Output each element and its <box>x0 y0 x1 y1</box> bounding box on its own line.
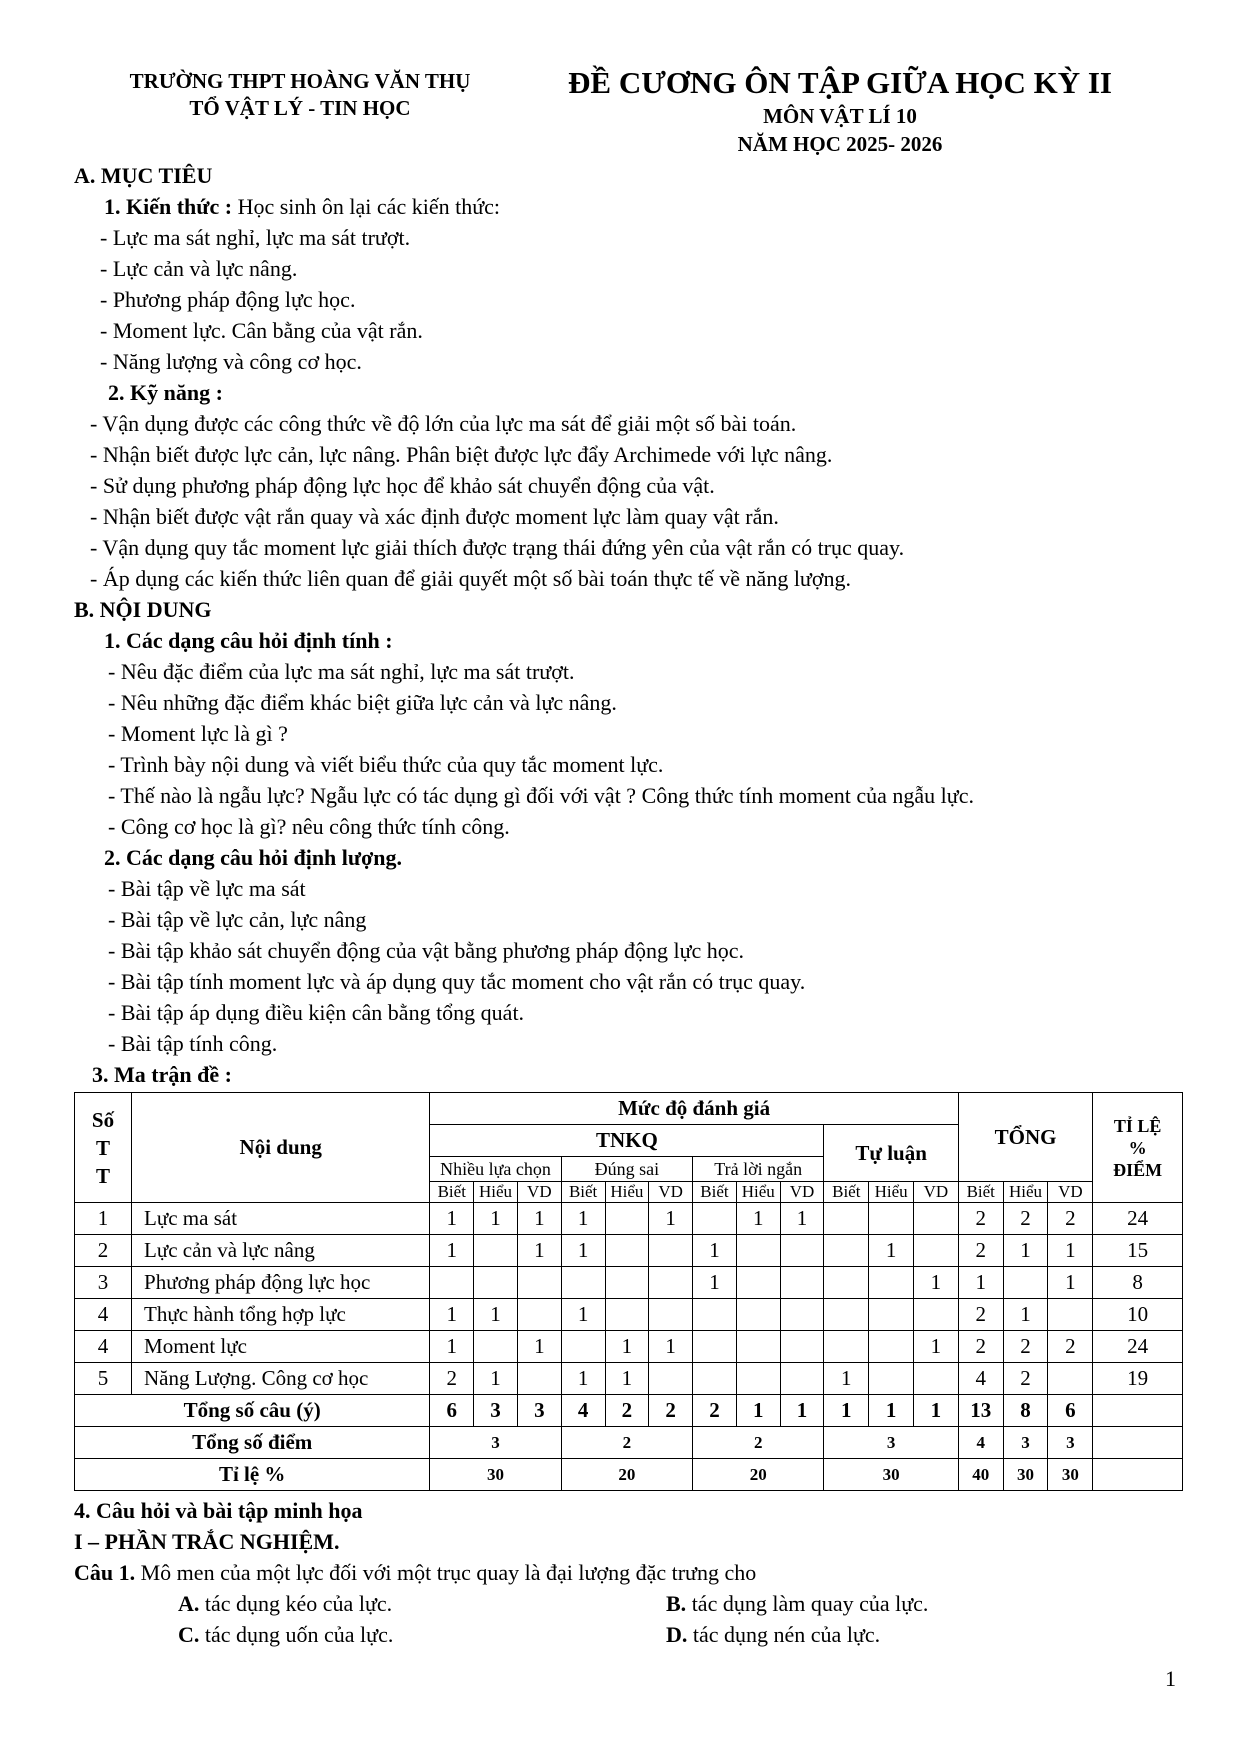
header-short-answer: Trả lời ngắn <box>693 1157 824 1182</box>
row-cell: 1 <box>561 1299 605 1331</box>
knowledge-line <box>74 191 1184 222</box>
row-percent: 24 <box>1093 1203 1183 1235</box>
total-cell: 1 <box>914 1395 959 1427</box>
qualitative-list <box>74 656 1184 842</box>
row-cell: 1 <box>517 1331 561 1363</box>
row-cell <box>649 1299 693 1331</box>
total-cell: 2 <box>605 1395 649 1427</box>
row-cell <box>693 1363 737 1395</box>
row-cell <box>780 1235 824 1267</box>
row-cell: 1 <box>780 1203 824 1235</box>
header-level-cell: Biết <box>824 1182 869 1203</box>
question-text: Mô men của một lực đối với một trục quay là đại lượng đặc trưng cho <box>135 1560 757 1585</box>
points-t2: 3 <box>1003 1427 1048 1459</box>
header-tile: TỈ LỆ % ĐIỂM <box>1093 1093 1183 1203</box>
row-cell: 1 <box>561 1363 605 1395</box>
row-cell <box>914 1203 959 1235</box>
total-cell: 3 <box>474 1395 518 1427</box>
ratio-short: 20 <box>693 1459 824 1491</box>
row-content: Lực ma sát <box>132 1203 430 1235</box>
row-cell <box>914 1299 959 1331</box>
list-item: - Vận dụng được các công thức về độ lớn của lực ma sát để giải một số bài toán. <box>90 411 797 436</box>
row-cell: 1 <box>1048 1235 1093 1267</box>
table-row <box>75 1299 1183 1331</box>
list-item: - Nêu những đặc điểm khác biệt giữa lực cản và lực nâng. <box>108 690 617 715</box>
row-cell <box>517 1267 561 1299</box>
row-cell <box>517 1363 561 1395</box>
row-cell <box>1048 1363 1093 1395</box>
table-row <box>75 1331 1183 1363</box>
row-cell: 1 <box>517 1203 561 1235</box>
row-cell: 2 <box>1003 1203 1048 1235</box>
document-title: ĐỀ CƯƠNG ÔN TẬP GIỮA HỌC KỲ II <box>568 65 1112 100</box>
row-cell <box>869 1299 914 1331</box>
option-b: B. tác dụng làm quay của lực. <box>666 1591 929 1616</box>
points-mcq: 3 <box>430 1427 561 1459</box>
row-cell <box>693 1299 737 1331</box>
row-cell: 2 <box>1003 1363 1048 1395</box>
row-cell <box>693 1331 737 1363</box>
page-number: 1 <box>1165 1666 1176 1691</box>
row-percent: 19 <box>1093 1363 1183 1395</box>
row-stt: 5 <box>75 1363 132 1395</box>
table-row <box>75 1235 1183 1267</box>
row-cell: 1 <box>474 1299 518 1331</box>
row-stt: 2 <box>75 1235 132 1267</box>
quantitative-label: 2. Các dạng câu hỏi định lượng. <box>104 845 403 870</box>
ratio-essay: 30 <box>824 1459 958 1491</box>
row-cell <box>561 1331 605 1363</box>
row-cell <box>824 1267 869 1299</box>
header-mcq: Nhiều lựa chọn <box>430 1157 561 1182</box>
header-tong: TỔNG <box>958 1093 1092 1182</box>
points-t3: 3 <box>1048 1427 1093 1459</box>
list-item: - Nhận biết được lực cản, lực nâng. Phân biệt được lực đẩy Archimede với lực nâng. <box>90 442 833 467</box>
row-percent: 15 <box>1093 1235 1183 1267</box>
row-cell <box>561 1267 605 1299</box>
row-cell: 1 <box>561 1235 605 1267</box>
row-cell <box>605 1235 649 1267</box>
ratio-empty <box>1093 1459 1183 1491</box>
list-item: - Bài tập tính moment lực và áp dụng quy tắc moment cho vật rắn có trục quay. <box>108 969 806 994</box>
header-level-cell: Biết <box>693 1182 737 1203</box>
row-cell <box>914 1363 959 1395</box>
points-t1: 4 <box>958 1427 1003 1459</box>
row-cell <box>780 1299 824 1331</box>
header-stt: Số T T <box>75 1093 132 1203</box>
total-cell: 6 <box>430 1395 474 1427</box>
row-cell: 1 <box>605 1331 649 1363</box>
header-level-cell: VD <box>649 1182 693 1203</box>
row-cell <box>780 1331 824 1363</box>
row-cell: 1 <box>605 1363 649 1395</box>
ratio-t1: 40 <box>958 1459 1003 1491</box>
header-level-cell: Hiểu <box>1003 1182 1048 1203</box>
points-essay: 3 <box>824 1427 958 1459</box>
row-stt: 4 <box>75 1331 132 1363</box>
list-item: - Công cơ học là gì? nêu công thức tính công. <box>108 814 510 839</box>
row-cell <box>605 1203 649 1235</box>
row-cell <box>869 1331 914 1363</box>
row-cell: 2 <box>430 1363 474 1395</box>
row-cell <box>605 1267 649 1299</box>
section-a-heading: A. MỤC TIÊU <box>74 163 213 188</box>
points-empty <box>1093 1427 1183 1459</box>
list-item: - Áp dụng các kiến thức liên quan để giải quyết một số bài toán thực tế về năng lượng. <box>90 566 851 591</box>
list-item: - Bài tập áp dụng điều kiện cân bằng tổng quát. <box>108 1000 525 1025</box>
section-b-heading: B. NỘI DUNG <box>74 597 212 622</box>
qualitative-label: 1. Các dạng câu hỏi định tính : <box>104 628 393 653</box>
header-content: Nội dung <box>132 1093 430 1203</box>
header-level-cell: VD <box>914 1182 959 1203</box>
row-cell <box>824 1331 869 1363</box>
skills-label: 2. Kỹ năng : <box>108 380 223 405</box>
options-row <box>74 1619 1184 1650</box>
row-cell <box>824 1299 869 1331</box>
total-cell: 1 <box>736 1395 780 1427</box>
header-level: Mức độ đánh giá <box>430 1093 958 1125</box>
total-cell: 2 <box>693 1395 737 1427</box>
row-cell: 1 <box>914 1267 959 1299</box>
list-item: - Lực ma sát nghỉ, lực ma sát trượt. <box>100 225 411 250</box>
row-cell: 2 <box>958 1235 1003 1267</box>
row-percent: 10 <box>1093 1299 1183 1331</box>
row-stt: 4 <box>75 1299 132 1331</box>
row-cell <box>869 1203 914 1235</box>
header-level-cell: Hiểu <box>605 1182 649 1203</box>
total-cell: 1 <box>869 1395 914 1427</box>
total-cell: 1 <box>780 1395 824 1427</box>
header-level-cell: VD <box>1048 1182 1093 1203</box>
total-cell: 3 <box>517 1395 561 1427</box>
row-cell <box>1003 1267 1048 1299</box>
table-row <box>75 1203 1183 1235</box>
option-d: D. tác dụng nén của lực. <box>666 1622 881 1647</box>
row-cell: 2 <box>958 1331 1003 1363</box>
list-item: - Vận dụng quy tắc moment lực giải thích được trạng thái đứng yên của vật rắn có trục quay. <box>90 535 905 560</box>
header-true-false: Đúng sai <box>561 1157 692 1182</box>
row-cell: 1 <box>824 1363 869 1395</box>
school-year: NĂM HỌC 2025- 2026 <box>737 132 943 156</box>
total-cell: 8 <box>1003 1395 1048 1427</box>
row-cell: 1 <box>517 1235 561 1267</box>
row-cell: 1 <box>693 1267 737 1299</box>
title-block <box>520 64 1160 158</box>
list-item: - Bài tập khảo sát chuyển động của vật bằng phương pháp động lực học. <box>108 938 745 963</box>
quantitative-list <box>74 873 1184 1059</box>
questions-heading: 4. Câu hỏi và bài tập minh họa <box>74 1498 363 1523</box>
header-level-cell: Hiểu <box>869 1182 914 1203</box>
row-cell <box>649 1235 693 1267</box>
row-cell <box>914 1235 959 1267</box>
school-name: TRƯỜNG THPT HOÀNG VĂN THỤ <box>129 69 471 93</box>
row-cell <box>824 1235 869 1267</box>
row-cell: 1 <box>736 1203 780 1235</box>
knowledge-label: 1. Kiến thức : <box>104 194 233 219</box>
row-cell <box>736 1235 780 1267</box>
question-number: Câu 1. <box>74 1560 136 1585</box>
row-stt: 1 <box>75 1203 132 1235</box>
table-row <box>75 1267 1183 1299</box>
row-percent: 24 <box>1093 1331 1183 1363</box>
row-cell <box>474 1235 518 1267</box>
list-item: - Bài tập về lực cản, lực nâng <box>108 907 367 932</box>
row-cell <box>605 1299 649 1331</box>
row-cell <box>1048 1299 1093 1331</box>
row-cell <box>430 1267 474 1299</box>
row-cell <box>736 1299 780 1331</box>
row-cell: 1 <box>958 1267 1003 1299</box>
row-cell: 4 <box>958 1363 1003 1395</box>
header-tnkq: TNKQ <box>430 1125 824 1157</box>
total-cell: 13 <box>958 1395 1003 1427</box>
total-cell: 6 <box>1048 1395 1093 1427</box>
row-cell <box>517 1299 561 1331</box>
total-cell-empty <box>1093 1395 1183 1427</box>
matrix-label: 3. Ma trận đề : <box>92 1062 232 1087</box>
row-cell: 1 <box>1048 1267 1093 1299</box>
row-percent: 8 <box>1093 1267 1183 1299</box>
row-cell: 2 <box>1048 1331 1093 1363</box>
list-item: - Lực cản và lực nâng. <box>100 256 298 281</box>
header-level-cell: Hiểu <box>736 1182 780 1203</box>
option-a: A. tác dụng kéo của lực. <box>178 1591 393 1616</box>
row-cell <box>780 1363 824 1395</box>
option-c: C. tác dụng uốn của lực. <box>178 1622 394 1647</box>
header-level-cell: Biết <box>958 1182 1003 1203</box>
row-cell: 1 <box>914 1331 959 1363</box>
list-item: - Bài tập tính công. <box>108 1031 278 1056</box>
header-level-cell: Biết <box>430 1182 474 1203</box>
row-cell: 1 <box>430 1331 474 1363</box>
row-cell: 2 <box>958 1203 1003 1235</box>
row-cell: 1 <box>649 1331 693 1363</box>
options-row <box>74 1588 1184 1619</box>
header-level-cell: Biết <box>561 1182 605 1203</box>
department-name: TỔ VẬT LÝ - TIN HỌC <box>189 96 411 120</box>
subject-line: MÔN VẬT LÍ 10 <box>763 104 917 128</box>
total-points-label: Tổng số điểm <box>75 1427 430 1459</box>
header-level-cell: Hiểu <box>474 1182 518 1203</box>
row-cell: 1 <box>430 1203 474 1235</box>
row-cell <box>736 1267 780 1299</box>
list-item: - Trình bày nội dung và viết biểu thức của quy tắc moment lực. <box>108 752 664 777</box>
list-item: - Phương pháp động lực học. <box>100 287 356 312</box>
header-tuluan: Tự luận <box>824 1125 958 1182</box>
row-cell: 2 <box>958 1299 1003 1331</box>
total-cell: 4 <box>561 1395 605 1427</box>
row-cell <box>824 1203 869 1235</box>
row-cell: 1 <box>869 1235 914 1267</box>
ratio-t3: 30 <box>1048 1459 1093 1491</box>
row-cell: 1 <box>1003 1299 1048 1331</box>
row-cell: 2 <box>1048 1203 1093 1235</box>
row-cell <box>649 1267 693 1299</box>
row-cell: 1 <box>561 1203 605 1235</box>
row-content: Thực hành tổng hợp lực <box>132 1299 430 1331</box>
row-cell <box>474 1331 518 1363</box>
row-cell <box>736 1331 780 1363</box>
list-item: - Nêu đặc điểm của lực ma sát nghỉ, lực ma sát trượt. <box>108 659 575 684</box>
total-cell: 2 <box>649 1395 693 1427</box>
row-content: Moment lực <box>132 1331 430 1363</box>
header-level-cell: VD <box>780 1182 824 1203</box>
list-item: - Thế nào là ngẫu lực? Ngẫu lực có tác dụng gì đối với vật ? Công thức tính moment của ngẫu lực. <box>108 783 974 808</box>
row-cell <box>869 1363 914 1395</box>
row-cell: 1 <box>1003 1235 1048 1267</box>
row-cell: 1 <box>430 1235 474 1267</box>
list-item: - Moment lực. Cân bằng của vật rắn. <box>100 318 423 343</box>
skills-list <box>74 408 1184 594</box>
document-body <box>74 160 1184 1650</box>
row-cell <box>474 1267 518 1299</box>
ratio-t2: 30 <box>1003 1459 1048 1491</box>
points-tf: 2 <box>561 1427 692 1459</box>
part-heading: I – PHẦN TRẮC NGHIỆM. <box>74 1529 340 1554</box>
table-row <box>75 1363 1183 1395</box>
row-cell <box>869 1267 914 1299</box>
row-cell: 1 <box>649 1203 693 1235</box>
row-stt: 3 <box>75 1267 132 1299</box>
row-cell <box>780 1267 824 1299</box>
knowledge-list <box>74 222 1184 377</box>
row-cell <box>649 1363 693 1395</box>
list-item: - Bài tập về lực ma sát <box>108 876 306 901</box>
row-cell <box>736 1363 780 1395</box>
list-item: - Nhận biết được vật rắn quay và xác định được moment lực làm quay vật rắn. <box>90 504 779 529</box>
exam-matrix-table <box>74 1092 1183 1491</box>
ratio-tf: 20 <box>561 1459 692 1491</box>
row-content: Lực cản và lực nâng <box>132 1235 430 1267</box>
row-cell: 1 <box>474 1363 518 1395</box>
ratio-label: Tỉ lệ % <box>75 1459 430 1491</box>
row-content: Năng Lượng. Công cơ học <box>132 1363 430 1395</box>
total-questions-label: Tổng số câu (ý) <box>75 1395 430 1427</box>
ratio-mcq: 30 <box>430 1459 561 1491</box>
list-item: - Năng lượng và công cơ học. <box>100 349 362 374</box>
question-1 <box>74 1557 1184 1588</box>
knowledge-intro: Học sinh ôn lại các kiến thức: <box>232 194 500 219</box>
row-content: Phương pháp động lực học <box>132 1267 430 1299</box>
points-short: 2 <box>693 1427 824 1459</box>
row-cell: 1 <box>430 1299 474 1331</box>
list-item: - Moment lực là gì ? <box>108 721 288 746</box>
row-cell: 2 <box>1003 1331 1048 1363</box>
row-cell <box>693 1203 737 1235</box>
header-level-cell: VD <box>517 1182 561 1203</box>
row-cell: 1 <box>693 1235 737 1267</box>
row-cell: 1 <box>474 1203 518 1235</box>
total-cell: 1 <box>824 1395 869 1427</box>
school-header <box>80 68 520 122</box>
list-item: - Sử dụng phương pháp động lực học để khảo sát chuyển động của vật. <box>90 473 715 498</box>
